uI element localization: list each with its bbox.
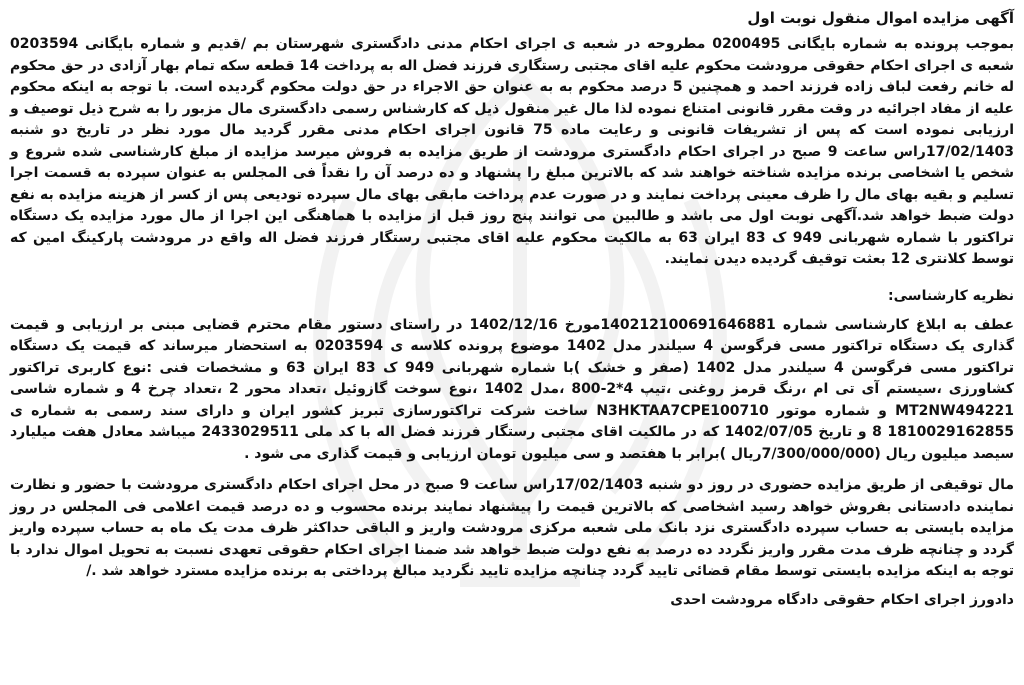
expert-opinion-paragraph: عطف به ابلاغ کارشناسی شماره 140212100691646881مورخ 1402/12/16 در راستای دستور مقام محترم قضایی مبنی بر ارزیابی و قیمت گذاری یک دستگاه تراکتور مسی فرگوسن 4 سیلندر مدل 1402 موضوع پرونده کلاسه ی 0203594 به استحضار میرساند که قیمت یک دستگاه تراکتور مسی فرگوسن 4 سیلندر مدل 1402 (صفر و خشک )با شماره شهربانی 949 ک 83 ایران 63 و مشخصات فنی :نوع کاربری تراکتور کشاورزی ،سیستم آی تی ام ،رنگ قرمز روغنی ،تیپ 4*2-800 ،مدل 1402 ،نوع سوخت گازوئیل ،تعداد محور 2 ،تعداد چرخ 4 و شماره شاسی MT2NW494221 و شماره موتور N3HKTAA7CPE100710 ساخت شرکت تراکتورسازی تبریز کشور ایران و دارای سند رسمی به شماره ی 1810029162855 8 و تاریخ 1402/07/05 که در مالکیت اقای مجتبی رستگار فرزند فضل اله با کد ملی 2433029511 میباشد معادل هفت میلیارد سیصد میلیون ریال (7/300/000/000ریال )برابر با هفتصد و سی میلیون تومان ارزیابی و قیمت گذاری می شود . <box>10 316 1015 462</box>
intro-paragraph: بموجب پرونده به شماره بایگانی 0200495 مطروحه در شعبه ی اجرای احکام مدنی دادگستری شهرستان بم /قدیم و شماره بایگانی 0203594 شعبه ی اجرای احکام حقوقی مرودشت محکوم علیه اقای مجتبی رستگاری فرزند فضل اله به پرداخت 14 قطعه سکه تمام بهار آزادی در حق محکوم له خانم رفعت لباف زاده فرزند احمد و همچنین 5 درصد محکوم به به عنوان حق الاجراء در حق دولت محکوم گردیده است. با توجه به اینکه محکوم علیه از مفاد اجرائیه در وقت مقرر قانونی امتناع نموده لذا مال غیر منقول ذیل که کارشناس رسمی دادگستری مال مزبور را به شرح ذیل توصیف و ارزیابی نموده است که پس از تشریفات قانونی و رعایت ماده 75 قانون اجرای احکام مدنی مقرر گردید مال مورد نظر در تاریخ دو شنبه 17/02/1403راس ساعت 9 صبح در اجرای احکام دادگستری مرودشت از طریق مزایده به فروش میرسد مزایده از مبلغ کارشناسی شده شروع و شخص یا اشخاصی برنده مزایده شناخته خواهند شد که بالاترین مبلغ را پشنهاد و ده درصد آن را نقداً فی المجلس به عنوان سپرده به قسمت اجرا تسلیم و بقیه بهای مال را ظرف معینی پرداخت نمایند و در صورت عدم پرداخت مابقی بهای مال سپرده تودیعی پس از کسر از هزینه مزایده به نفع دولت ضبط خواهد شد.آگهی نوبت اول می باشد و طالبین می توانند پنج روز قبل از مزایده با هماهنگی این اجرا از مال مورد مزایده یک دستگاه تراکتور با شماره شهربانی 949 ک 83 ایران 63 به مالکیت محکوم علیه اقای مجتبی رستگار فرزند فضل اله واقع در مرودشت پارکینگ امین که توسط کلانتری 12 بعثت توقیف گردیده دیدن نمایند. <box>10 36 1015 267</box>
notice-title: آگهی مزایده اموال منقول نوبت اول <box>747 9 1014 27</box>
expert-opinion-heading: نظریه کارشناسی: <box>888 287 1014 304</box>
auction-terms-paragraph: مال توقیفی از طریق مزایده حضوری در روز دو شنبه 17/02/1403راس ساعت 9 صبح در محل اجرای احکام دادگستری مرودشت با حضور و نظارت نماینده دادستانی بفروش خواهد رسید اشخاصی که بالاترین قیمت را پیشنهاد نمایند برنده محسوب و ده درصد قیمت اعلامی فی المجلس در روز مزایده بایستی به حساب سپرده دادگستری نزد بانک ملی شعبه مرکزی مرودشت واریز و الباقی حداکثر ظرف مدت یک ماه به حساب سپرده واریز گردد و چنانچه ظرف مدت مقرر واریز نگردد ده درصد به نفع دولت ضبط خواهد شد ضمنا اجرای احکام حقوقی تعهدی نسبت به تحویل اموال ندارد با توجه به اینکه مزایده بایستی توسط مقام قضائی تایید گردد چنانچه مزایده تایید نگردید مبالغ پرداختی به برنده مزایده مسترد خواهد شد ./ <box>10 477 1014 579</box>
signature-line: دادورز اجرای احکام حقوقی دادگاه مرودشت احدی <box>670 591 1014 608</box>
